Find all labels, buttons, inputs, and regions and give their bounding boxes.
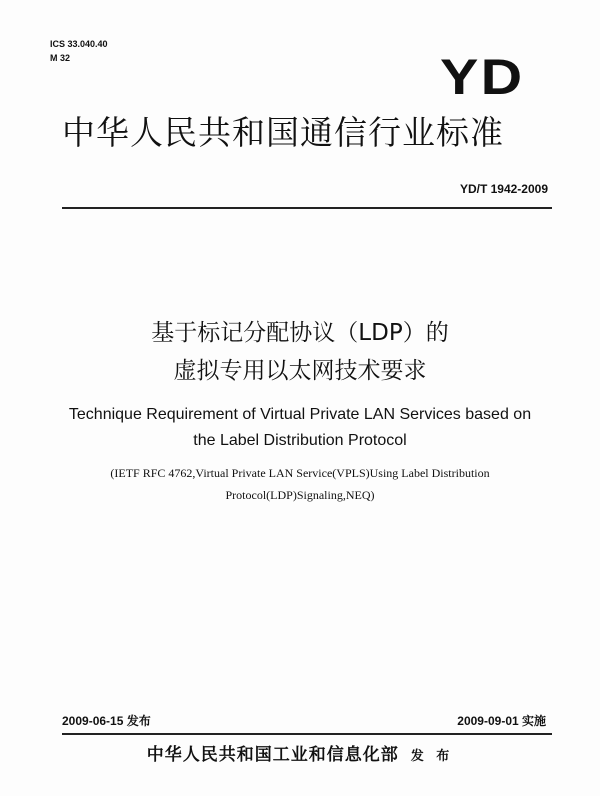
reference-line-2: Protocol(LDP)Signaling,NEQ) bbox=[225, 488, 375, 502]
standard-category-title: 中华人民共和国通信行业标准 bbox=[62, 113, 504, 152]
classification-code: M 32 bbox=[50, 53, 71, 63]
ics-code: ICS 33.040.40 bbox=[50, 39, 108, 49]
header-divider bbox=[62, 207, 552, 209]
issuing-authority bbox=[0, 740, 600, 765]
issuer-name: 中华人民共和国工业和信息化部 bbox=[146, 745, 399, 765]
standard-number: YD/T 1942-2009 bbox=[459, 182, 548, 196]
chinese-title-line-1: 基于标记分配协议（LDP）的 bbox=[151, 320, 449, 346]
chinese-title bbox=[0, 314, 600, 390]
publish-label: 发 布 bbox=[410, 749, 454, 764]
yd-logo: YD bbox=[440, 49, 525, 105]
footer-divider bbox=[62, 733, 552, 735]
english-title-line-2: the Label Distribution Protocol bbox=[193, 432, 407, 449]
chinese-title-line-2: 虚拟专用以太网技术要求 bbox=[173, 358, 427, 384]
implementation-date: 2009-09-01 实施 bbox=[457, 714, 546, 728]
issue-date: 2009-06-15 发布 bbox=[62, 714, 151, 728]
reference-line-1: (IETF RFC 4762,Virtual Private LAN Service(VPLS)Using Label Distribution bbox=[110, 466, 490, 480]
reference-standard bbox=[0, 462, 600, 506]
english-title-line-1: Technique Requirement of Virtual Private LAN Services based on bbox=[68, 406, 532, 423]
classification-codes bbox=[50, 37, 108, 65]
english-title bbox=[0, 402, 600, 454]
